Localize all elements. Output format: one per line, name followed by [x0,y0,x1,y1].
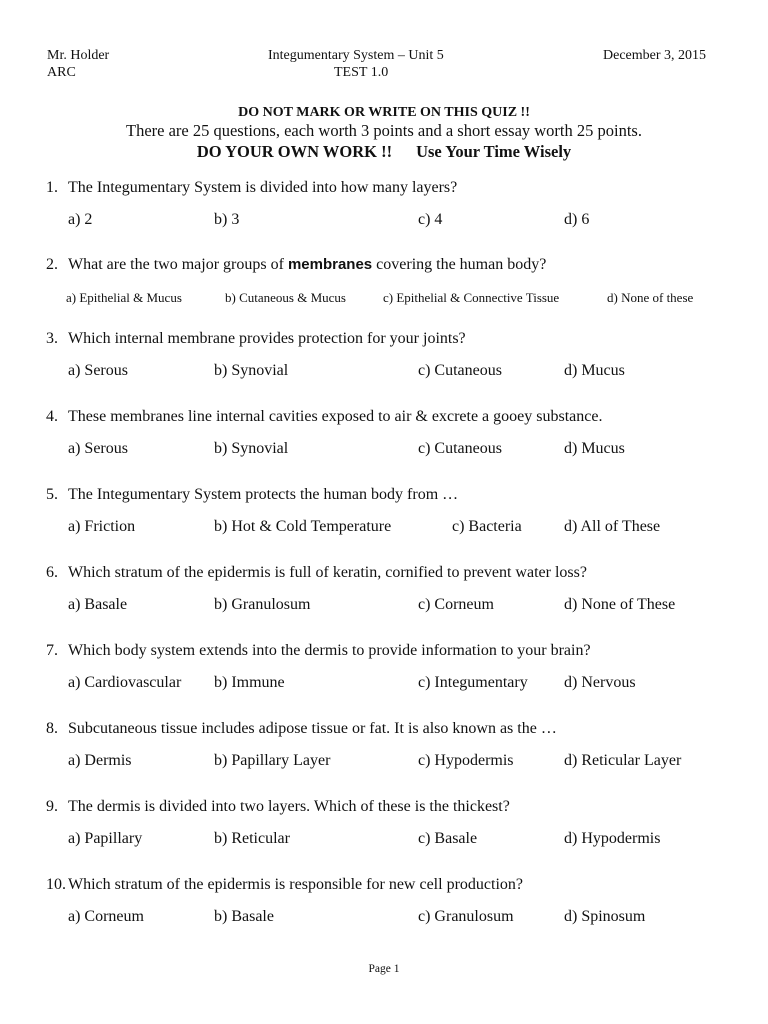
header-left [47,47,109,81]
motto [0,142,768,162]
question-text: These membranes line internal cavities exposed to air & excrete a gooey substance. [68,408,603,425]
question-number: 2. [46,256,58,273]
option-b: b) 3 [214,211,240,228]
option-d: d) Nervous [564,674,636,691]
option-c: c) Epithelial & Connective Tissue [383,290,560,305]
option-a: a) Basale [68,596,128,613]
option-d: d) Mucus [564,440,625,457]
option-d: d) None of these [607,290,694,305]
option-a: a) Serous [68,362,128,379]
question-number: 3. [46,330,58,347]
question-text: Which internal membrane provides protection for your joints? [68,330,466,347]
option-c: c) Integumentary [418,674,528,691]
question-text: Which stratum of the epidermis is full of keratin, cornified to prevent water loss? [68,564,587,581]
question-text: Which body system extends into the dermis to provide information to your brain? [68,642,591,659]
option-c: c) Granulosum [418,908,514,925]
question-text: Which stratum of the epidermis is responsible for new cell production? [68,876,523,893]
header-center [268,47,444,81]
test-title: Integumentary System – Unit 5 [268,48,444,63]
option-a: a) Papillary [68,830,143,847]
option-a: a) Cardiovascular [68,674,182,691]
question-number: 6. [46,564,58,581]
option-d: d) Mucus [564,362,625,379]
option-b: b) Reticular [214,830,290,847]
question-keyword: membranes [287,256,373,273]
teacher-name: Mr. Holder [47,48,110,63]
question-text: What are the two major groups of membranes covering the human body? [68,256,547,273]
question-number: 8. [46,720,58,737]
question-text: The Integumentary System protects the human body from … [68,486,459,503]
option-b: b) Synovial [214,362,289,379]
option-a: a) Dermis [68,752,132,769]
question-number: 7. [46,642,58,659]
option-a: a) Corneum [68,908,144,925]
option-b: b) Granulosum [214,596,311,613]
test-version: TEST 1.0 [334,65,389,80]
option-a: a) 2 [68,211,93,228]
header-date: December 3, 2015 [603,48,707,63]
option-c: c) Basale [418,830,478,847]
option-c: c) Hypodermis [418,752,514,769]
option-a: a) Serous [68,440,128,457]
option-c: c) 4 [418,211,443,228]
question-number: 10. [46,876,66,893]
instructions: There are 25 questions, each worth 3 points and a short essay worth 25 points. [126,121,642,140]
option-c: c) Bacteria [452,518,522,535]
option-d: d) Reticular Layer [564,752,682,769]
option-d: d) 6 [564,211,590,228]
option-a: a) Friction [68,518,136,535]
option-d: d) Hypodermis [564,830,661,847]
question-number: 4. [46,408,58,425]
option-c: c) Cutaneous [418,362,502,379]
option-d: d) None of These [564,596,676,613]
option-a: a) Epithelial & Mucus [66,290,182,305]
option-d: d) Spinosum [564,908,646,925]
option-b: b) Cutaneous & Mucus [225,290,346,305]
question-number: 9. [46,798,58,815]
question-text: Subcutaneous tissue includes adipose tissue or fat. It is also known as the … [68,720,557,737]
motto-own-work: DO YOUR OWN WORK !! [196,142,393,161]
question-text: The dermis is divided into two layers. Which of these is the thickest? [68,798,510,815]
notice: DO NOT MARK OR WRITE ON THIS QUIZ !! [238,105,530,120]
question-number: 1. [46,179,58,196]
option-c: c) Cutaneous [418,440,502,457]
option-b: b) Immune [214,674,285,691]
option-b: b) Synovial [214,440,289,457]
question-text: The Integumentary System is divided into how many layers? [68,179,458,196]
page-number: Page 1 [368,963,400,975]
question-number: 5. [46,486,58,503]
option-c: c) Corneum [418,596,494,613]
option-b: b) Basale [214,908,274,925]
option-b: b) Papillary Layer [214,752,331,769]
motto-time: Use Your Time Wisely [416,142,572,161]
option-d: d) All of These [564,518,661,535]
option-b: b) Hot & Cold Temperature [214,518,392,535]
course-code: ARC [47,65,76,80]
